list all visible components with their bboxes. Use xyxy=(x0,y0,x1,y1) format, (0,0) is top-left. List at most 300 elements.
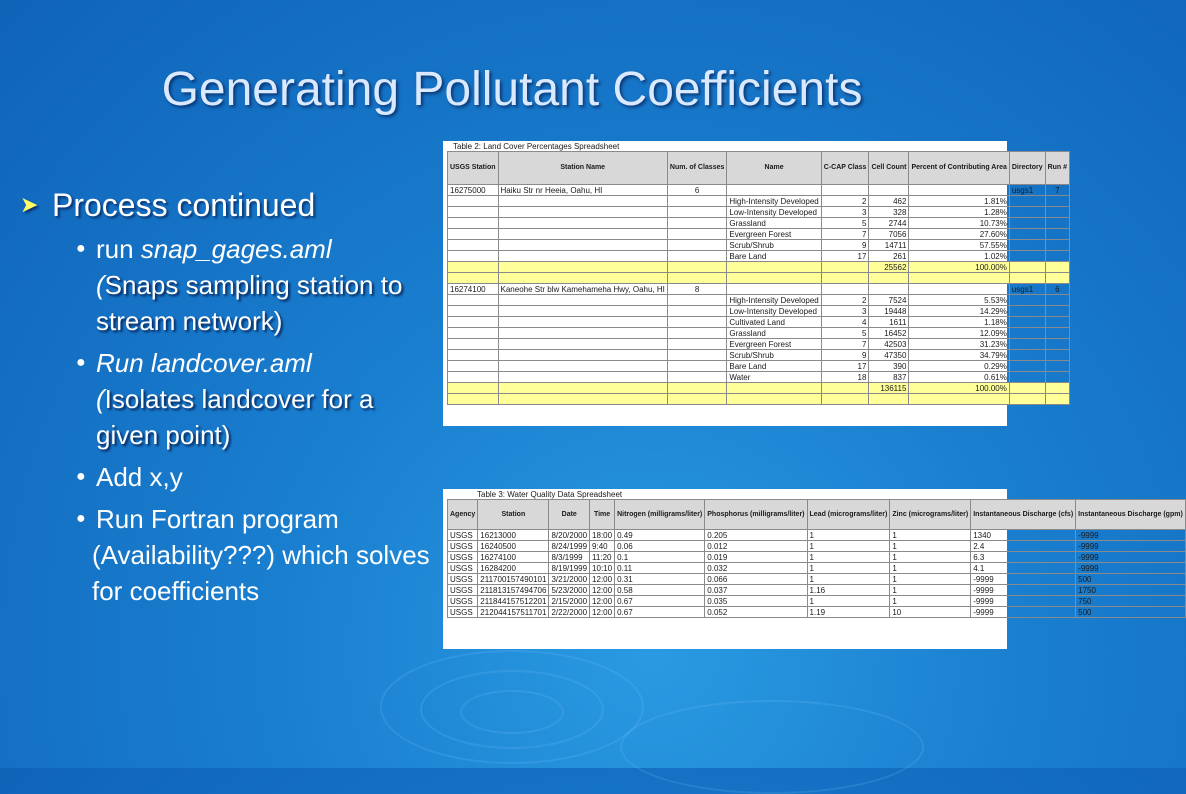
table-row xyxy=(448,328,1070,339)
table-cell xyxy=(1045,251,1069,262)
sub-bullet-snap-gages xyxy=(14,231,439,339)
table-row xyxy=(448,350,1070,361)
table-cell: 0.29% xyxy=(909,361,1009,372)
table-cell: -9999 xyxy=(1076,552,1186,563)
table-cell xyxy=(498,361,667,372)
table-cell xyxy=(667,394,726,405)
table-cell: Grassland xyxy=(727,218,821,229)
sub-bullet-fortran xyxy=(14,501,439,537)
table-cell xyxy=(498,328,667,339)
table-cell: Evergreen Forest xyxy=(727,339,821,350)
sub-bullet-script: snap_gages.aml xyxy=(140,234,332,264)
table-cell: 5/23/2000 xyxy=(549,585,590,596)
column-header: Station xyxy=(478,500,549,530)
table-cell: 1 xyxy=(890,574,971,585)
table-cell: Evergreen Forest xyxy=(727,229,821,240)
bullet-list xyxy=(14,185,439,609)
dot-bullet-icon: ● xyxy=(76,468,86,485)
column-header: Time xyxy=(590,500,615,530)
sub-bullet-script: Run landcover.aml xyxy=(96,348,312,378)
table-cell: 1 xyxy=(890,530,971,541)
table-cell: 17 xyxy=(821,361,869,372)
table-row xyxy=(448,262,1070,273)
table-cell xyxy=(1045,218,1069,229)
table-cell xyxy=(667,339,726,350)
table-cell: 4.1 xyxy=(971,563,1076,574)
table-cell xyxy=(498,240,667,251)
sub-bullet-paren: ( xyxy=(96,270,105,300)
table-cell: 1.19 xyxy=(807,607,890,618)
table-row xyxy=(448,530,1186,541)
sub-bullet-add-xy xyxy=(14,459,439,495)
table-cell xyxy=(498,306,667,317)
table-cell xyxy=(448,207,499,218)
water-quality-table xyxy=(447,499,1186,618)
table-cell: 0.019 xyxy=(705,552,807,563)
table-cell xyxy=(667,240,726,251)
table-cell: 1 xyxy=(890,563,971,574)
table-header-row xyxy=(448,152,1070,185)
table-cell xyxy=(1045,295,1069,306)
table-cell: 0.035 xyxy=(705,596,807,607)
column-header: Date xyxy=(549,500,590,530)
table-row xyxy=(448,295,1070,306)
table-cell: 0.037 xyxy=(705,585,807,596)
table-cell xyxy=(667,361,726,372)
table-cell: 0.1 xyxy=(615,552,705,563)
water-quality-table-image xyxy=(443,489,1183,649)
table-cell: 0.066 xyxy=(705,574,807,585)
table-cell xyxy=(869,394,909,405)
table-cell: 2744 xyxy=(869,218,909,229)
table-cell: 0.032 xyxy=(705,563,807,574)
table-cell xyxy=(1045,196,1069,207)
table-cell: 14.29% xyxy=(909,306,1009,317)
table-cell xyxy=(727,273,821,284)
table-cell xyxy=(1009,196,1045,207)
table-cell xyxy=(1009,273,1045,284)
table-cell: 750 xyxy=(1076,596,1186,607)
table-cell xyxy=(909,273,1009,284)
table-cell xyxy=(448,306,499,317)
table-cell: Kaneohe Str blw Kamehameha Hwy, Oahu, HI xyxy=(498,284,667,295)
column-header: Name xyxy=(727,152,821,185)
table-cell: 462 xyxy=(869,196,909,207)
table-cell: 2 xyxy=(821,295,869,306)
table-cell: Scrub/Shrub xyxy=(727,240,821,251)
table-row xyxy=(448,383,1070,394)
table-cell: 2 xyxy=(821,196,869,207)
table-cell: USGS xyxy=(448,530,478,541)
table-cell: 16452 xyxy=(869,328,909,339)
table-cell: 42503 xyxy=(869,339,909,350)
table-cell xyxy=(1009,262,1045,273)
table-cell: 1.81% xyxy=(909,196,1009,207)
table-cell: 11:20 xyxy=(590,552,615,563)
table-cell xyxy=(498,350,667,361)
table-cell: 212044157511701 xyxy=(478,607,549,618)
table-cell xyxy=(1009,317,1045,328)
table-row xyxy=(448,240,1070,251)
table-row xyxy=(448,361,1070,372)
table-cell: 16274100 xyxy=(478,552,549,563)
table-cell xyxy=(1009,372,1045,383)
table-cell: 7 xyxy=(1045,185,1069,196)
table-cell xyxy=(667,218,726,229)
table-cell: 1 xyxy=(890,596,971,607)
table-cell: Water xyxy=(727,372,821,383)
table-cell xyxy=(448,262,499,273)
table-row xyxy=(448,541,1186,552)
table-cell xyxy=(1009,361,1045,372)
table-cell xyxy=(448,372,499,383)
table-cell: USGS xyxy=(448,563,478,574)
table-cell: 1 xyxy=(890,552,971,563)
table-cell xyxy=(1045,273,1069,284)
dot-bullet-icon: ● xyxy=(76,354,86,371)
table-cell: 2/22/2000 xyxy=(549,607,590,618)
table-cell: 7 xyxy=(821,229,869,240)
table-cell xyxy=(1009,350,1045,361)
table-cell: 12.09% xyxy=(909,328,1009,339)
table-cell: 2/15/2000 xyxy=(549,596,590,607)
table-cell xyxy=(448,240,499,251)
table-cell: 8 xyxy=(667,284,726,295)
table-row xyxy=(448,284,1070,295)
table-cell: USGS xyxy=(448,585,478,596)
table-cell xyxy=(1045,306,1069,317)
table-cell xyxy=(821,273,869,284)
table-cell: 9 xyxy=(821,240,869,251)
table-cell xyxy=(498,229,667,240)
table-cell: 57.55% xyxy=(909,240,1009,251)
table-cell xyxy=(1009,328,1045,339)
arrow-bullet-icon: ➤ xyxy=(20,192,39,217)
table-cell: -9999 xyxy=(1076,541,1186,552)
table-cell: 10 xyxy=(890,607,971,618)
table-cell xyxy=(448,339,499,350)
table-cell xyxy=(1009,339,1045,350)
bullet-process-continued xyxy=(14,185,439,225)
table-cell: 8/19/1999 xyxy=(549,563,590,574)
sub-bullet-text: Run Fortran program xyxy=(96,504,339,534)
table-cell: 100.00% xyxy=(909,262,1009,273)
table-cell: 5.53% xyxy=(909,295,1009,306)
table-cell xyxy=(1045,383,1069,394)
table-cell: 34.79% xyxy=(909,350,1009,361)
table-cell xyxy=(667,196,726,207)
table-row xyxy=(448,596,1186,607)
table-cell: 1.02% xyxy=(909,251,1009,262)
table-cell xyxy=(667,262,726,273)
table-cell: 14711 xyxy=(869,240,909,251)
dot-bullet-icon: ● xyxy=(76,510,86,527)
table-cell xyxy=(727,383,821,394)
column-header: Zinc (micrograms/liter) xyxy=(890,500,971,530)
table-cell xyxy=(821,262,869,273)
table-cell xyxy=(448,350,499,361)
table-cell: 0.31 xyxy=(615,574,705,585)
table-cell: 1 xyxy=(890,585,971,596)
table-cell: 1.16 xyxy=(807,585,890,596)
table-cell xyxy=(821,185,869,196)
table-cell: 18:00 xyxy=(590,530,615,541)
table-cell xyxy=(1045,394,1069,405)
land-cover-table-image xyxy=(443,141,1068,426)
table-cell xyxy=(1045,361,1069,372)
table-cell: 211700157490101 xyxy=(478,574,549,585)
table-cell xyxy=(498,295,667,306)
land-cover-table xyxy=(447,151,1070,405)
table-cell xyxy=(667,207,726,218)
table-row xyxy=(448,563,1186,574)
table-cell xyxy=(498,339,667,350)
table-cell: Scrub/Shrub xyxy=(727,350,821,361)
table-cell: 211813157494706 xyxy=(478,585,549,596)
table-cell: 390 xyxy=(869,361,909,372)
column-header: Station Name xyxy=(498,152,667,185)
table-cell: usgs1 xyxy=(1009,185,1045,196)
table-cell: Low-Intensity Developed xyxy=(727,306,821,317)
table-cell xyxy=(448,218,499,229)
table-cell: 12:00 xyxy=(590,596,615,607)
table-cell: 5 xyxy=(821,328,869,339)
table-cell xyxy=(498,262,667,273)
table-cell xyxy=(821,394,869,405)
table-cell: USGS xyxy=(448,574,478,585)
table-cell: 16275000 xyxy=(448,185,499,196)
column-header: Instantaneous Discharge (cfs) xyxy=(971,500,1076,530)
table-cell: 0.012 xyxy=(705,541,807,552)
table-cell xyxy=(1009,218,1045,229)
table-cell xyxy=(448,229,499,240)
table-cell xyxy=(498,218,667,229)
table-cell xyxy=(727,262,821,273)
table-cell xyxy=(498,394,667,405)
dot-bullet-icon: ● xyxy=(76,240,86,257)
table-cell: 9 xyxy=(821,350,869,361)
table-cell: 25562 xyxy=(869,262,909,273)
table-cell xyxy=(1009,306,1045,317)
table-cell: High-Intensity Developed xyxy=(727,196,821,207)
table-cell xyxy=(448,295,499,306)
table-cell: 8/3/1999 xyxy=(549,552,590,563)
table-row xyxy=(448,251,1070,262)
table-cell: 1 xyxy=(807,530,890,541)
column-header: C-CAP Class xyxy=(821,152,869,185)
table-cell xyxy=(1009,295,1045,306)
column-header: Percent of Contributing Area xyxy=(909,152,1009,185)
sub-bullet-detail: Snaps sampling station to stream network) xyxy=(96,270,403,336)
table-row xyxy=(448,372,1070,383)
table-cell: 1 xyxy=(807,563,890,574)
table-cell: 16240500 xyxy=(478,541,549,552)
table-cell: 47350 xyxy=(869,350,909,361)
table-cell xyxy=(498,207,667,218)
table-cell xyxy=(667,273,726,284)
table-row xyxy=(448,394,1070,405)
table-row xyxy=(448,185,1070,196)
table-cell xyxy=(727,284,821,295)
table-cell: 6.3 xyxy=(971,552,1076,563)
table-cell xyxy=(909,284,1009,295)
table-row xyxy=(448,585,1186,596)
sub-bullet-text: Add x,y xyxy=(96,462,183,492)
table-cell xyxy=(498,317,667,328)
table-row xyxy=(448,207,1070,218)
table-cell: 16213000 xyxy=(478,530,549,541)
table-cell: 7 xyxy=(821,339,869,350)
table-row xyxy=(448,339,1070,350)
table-cell: USGS xyxy=(448,607,478,618)
table-cell xyxy=(1045,328,1069,339)
table-cell xyxy=(821,284,869,295)
table-caption: Table 3: Water Quality Data Spreadsheet xyxy=(477,490,623,499)
table-cell xyxy=(1009,383,1045,394)
table-cell xyxy=(1009,251,1045,262)
table-cell: 9:40 xyxy=(590,541,615,552)
table-cell: -9999 xyxy=(1076,563,1186,574)
table-cell: 1 xyxy=(807,596,890,607)
table-cell: 3 xyxy=(821,207,869,218)
table-cell xyxy=(1045,262,1069,273)
table-cell: Haiku Str nr Heeia, Oahu, HI xyxy=(498,185,667,196)
table-cell: 27.60% xyxy=(909,229,1009,240)
column-header: USGS Station xyxy=(448,152,499,185)
table-cell xyxy=(448,273,499,284)
table-cell: 1750 xyxy=(1076,585,1186,596)
table-row xyxy=(448,317,1070,328)
bullet-text: Process continued xyxy=(52,187,316,223)
table-cell xyxy=(1045,207,1069,218)
table-cell xyxy=(1045,317,1069,328)
table-cell: 1611 xyxy=(869,317,909,328)
table-cell xyxy=(448,196,499,207)
table-row xyxy=(448,273,1070,284)
table-cell: -9999 xyxy=(971,585,1076,596)
column-header: Instantaneous Discharge (gpm) xyxy=(1076,500,1186,530)
table-cell: 0.58 xyxy=(615,585,705,596)
table-cell: 500 xyxy=(1076,574,1186,585)
table-cell xyxy=(448,317,499,328)
table-cell: High-Intensity Developed xyxy=(727,295,821,306)
table-cell: -9999 xyxy=(971,596,1076,607)
table-cell xyxy=(498,196,667,207)
table-cell xyxy=(498,372,667,383)
table-cell: 3 xyxy=(821,306,869,317)
table-cell: 10.73% xyxy=(909,218,1009,229)
table-cell xyxy=(667,295,726,306)
table-cell: 1 xyxy=(807,541,890,552)
table-row xyxy=(448,552,1186,563)
table-cell: 261 xyxy=(869,251,909,262)
sub-bullet-continuation: (Availability???) which solves for coefficients xyxy=(92,540,430,606)
table-cell: 10:10 xyxy=(590,563,615,574)
table-cell xyxy=(869,185,909,196)
table-cell xyxy=(1009,207,1045,218)
table-cell: 1340 xyxy=(971,530,1076,541)
table-cell xyxy=(498,273,667,284)
table-cell: 1 xyxy=(807,552,890,563)
table-cell xyxy=(448,394,499,405)
table-cell: 0.052 xyxy=(705,607,807,618)
sub-bullet-detail: Isolates landcover for a given point) xyxy=(96,384,374,450)
table-cell xyxy=(667,251,726,262)
table-cell: 19448 xyxy=(869,306,909,317)
table-cell: 0.61% xyxy=(909,372,1009,383)
table-row xyxy=(448,574,1186,585)
table-cell: 16284200 xyxy=(478,563,549,574)
table-cell: 6 xyxy=(1045,284,1069,295)
table-cell xyxy=(1009,240,1045,251)
table-cell xyxy=(667,229,726,240)
sub-bullet-paren: ( xyxy=(96,384,105,414)
table-cell xyxy=(727,185,821,196)
table-cell: 7524 xyxy=(869,295,909,306)
column-header: Run # xyxy=(1045,152,1069,185)
table-cell: 2.4 xyxy=(971,541,1076,552)
table-cell: 500 xyxy=(1076,607,1186,618)
table-cell xyxy=(727,394,821,405)
column-header: Num. of Classes xyxy=(667,152,726,185)
table-cell xyxy=(667,306,726,317)
table-cell: 0.11 xyxy=(615,563,705,574)
table-row xyxy=(448,306,1070,317)
column-header: Agency xyxy=(448,500,478,530)
table-cell: 7056 xyxy=(869,229,909,240)
table-cell xyxy=(1045,372,1069,383)
table-cell: 0.67 xyxy=(615,607,705,618)
table-cell: 12:00 xyxy=(590,585,615,596)
table-cell: 4 xyxy=(821,317,869,328)
slide-title: Generating Pollutant Coefficients xyxy=(161,63,863,116)
table-cell: Bare Land xyxy=(727,251,821,262)
sub-bullet-text: run xyxy=(96,234,141,264)
table-cell xyxy=(821,383,869,394)
table-cell xyxy=(1045,339,1069,350)
table-cell xyxy=(1045,229,1069,240)
table-cell: 12:00 xyxy=(590,607,615,618)
column-header: Phosphorus (milligrams/liter) xyxy=(705,500,807,530)
table-cell: 18 xyxy=(821,372,869,383)
table-cell: 5 xyxy=(821,218,869,229)
table-cell: 1.18% xyxy=(909,317,1009,328)
table-cell xyxy=(498,251,667,262)
table-cell: 8/24/1999 xyxy=(549,541,590,552)
table-cell: USGS xyxy=(448,596,478,607)
column-header: Cell Count xyxy=(869,152,909,185)
table-cell: 8/20/2000 xyxy=(549,530,590,541)
table-cell: 837 xyxy=(869,372,909,383)
table-cell xyxy=(1045,350,1069,361)
table-cell xyxy=(869,273,909,284)
table-cell xyxy=(448,251,499,262)
table-cell xyxy=(667,372,726,383)
table-cell xyxy=(667,383,726,394)
table-cell: -9999 xyxy=(971,574,1076,585)
table-cell xyxy=(448,328,499,339)
table-cell xyxy=(1009,394,1045,405)
table-cell: 0.205 xyxy=(705,530,807,541)
table-cell: -9999 xyxy=(1076,530,1186,541)
table-cell xyxy=(869,284,909,295)
table-cell xyxy=(448,361,499,372)
table-cell: USGS xyxy=(448,552,478,563)
table-cell xyxy=(1045,240,1069,251)
table-cell: 0.06 xyxy=(615,541,705,552)
table-cell: 1 xyxy=(890,541,971,552)
table-cell: Grassland xyxy=(727,328,821,339)
